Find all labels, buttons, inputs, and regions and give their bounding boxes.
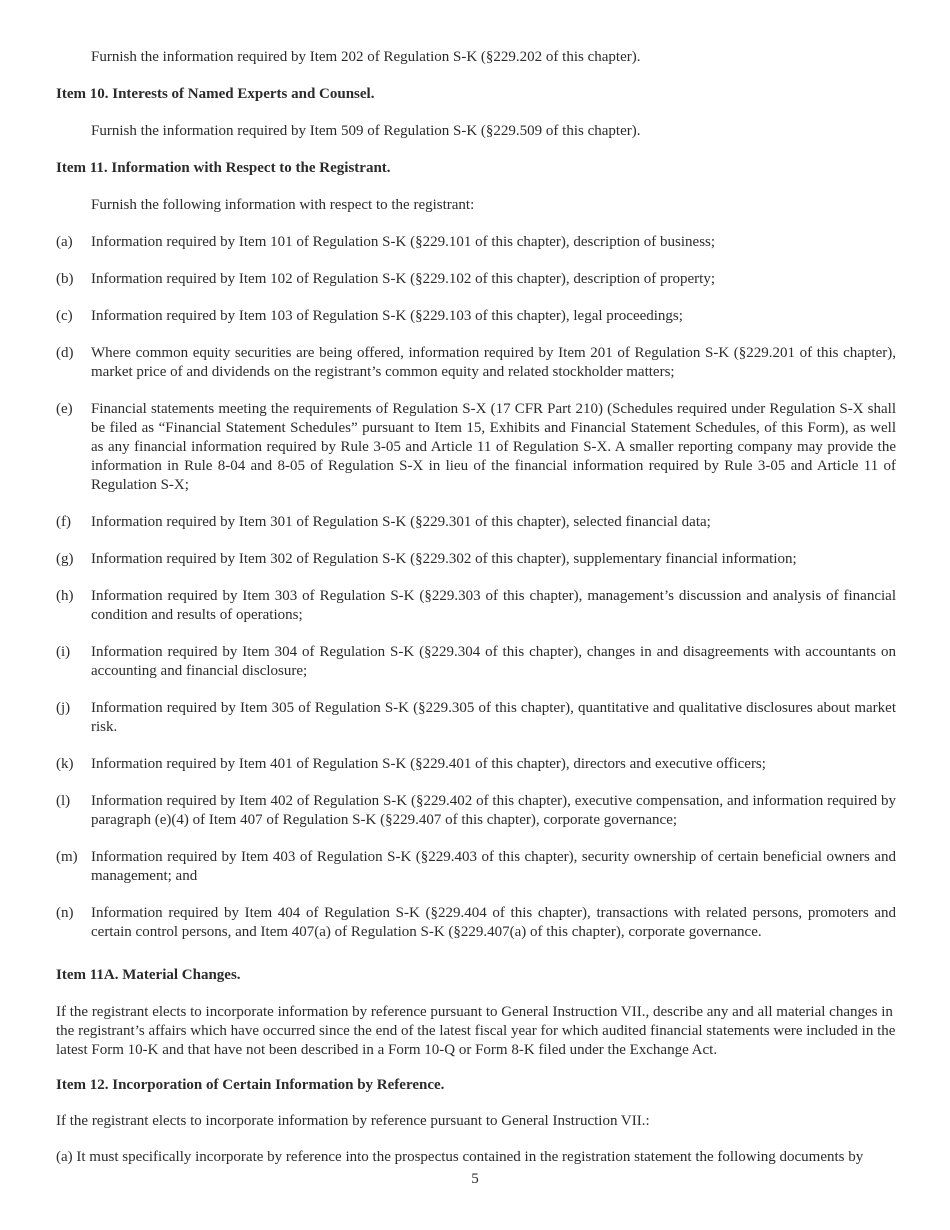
item12-text: If the registrant elects to incorporate information by reference pursuant to General Instruction VII.: xyxy=(56,1113,650,1129)
list-item-text: Information required by Item 103 of Regulation S-K (§229.103 of this chapter), legal proceedings; xyxy=(91,308,683,324)
item11-heading: Item 11. Information with Respect to the Registrant. xyxy=(56,160,391,176)
list-item xyxy=(56,643,896,681)
item11a-heading: Item 11A. Material Changes. xyxy=(56,967,241,983)
list-item-label: (j) xyxy=(56,700,71,716)
list-item-label: (k) xyxy=(56,756,74,772)
list-item-text: Information required by Item 401 of Regulation S-K (§229.401 of this chapter), directors and executive officers; xyxy=(91,756,766,772)
list-item-label: (a) xyxy=(56,234,73,250)
list-item-text: Information required by Item 301 of Regulation S-K (§229.301 of this chapter), selected financial data; xyxy=(91,514,711,530)
list-item xyxy=(56,699,896,737)
list-item xyxy=(56,755,896,774)
list-item-text: Information required by Item 303 of Regulation S-K (§229.303 of this chapter), management’s discussion and analysis of financial condition and results of operations; xyxy=(91,588,896,623)
document-page xyxy=(56,48,896,1167)
list-item xyxy=(56,233,896,252)
item12-subitem-a: (a) It must specifically incorporate by reference into the prospectus contained in the registration statement the following documents by xyxy=(56,1149,864,1165)
list-item-label: (l) xyxy=(56,793,71,809)
list-item-label: (b) xyxy=(56,271,74,287)
item10-text: Furnish the information required by Item 509 of Regulation S-K (§229.509 of this chapter). xyxy=(91,123,641,139)
list-item xyxy=(56,400,896,495)
list-item-text: Information required by Item 101 of Regulation S-K (§229.101 of this chapter), description of business; xyxy=(91,234,716,250)
list-item-text: Where common equity securities are being offered, information required by Item 201 of Regulation S-K (§229.201 of this chapter), market price of and dividends on the registrant’s common equity and related stockholder matters; xyxy=(91,345,896,380)
item11-intro: Furnish the following information with respect to the registrant: xyxy=(91,197,475,213)
list-item-label: (e) xyxy=(56,401,73,417)
list-item xyxy=(56,848,896,886)
list-item-label: (c) xyxy=(56,308,73,324)
list-item xyxy=(56,344,896,382)
list-item-label: (i) xyxy=(56,644,71,660)
list-item xyxy=(56,270,896,289)
list-item-text: Information required by Item 304 of Regulation S-K (§229.304 of this chapter), changes in and disagreements with accountants on accounting and financial disclosure; xyxy=(91,644,896,679)
list-item-text: Information required by Item 305 of Regulation S-K (§229.305 of this chapter), quantitative and qualitative disclosures about market risk. xyxy=(91,700,896,735)
list-item-text: Information required by Item 403 of Regulation S-K (§229.403 of this chapter), security ownership of certain beneficial owners and management; and xyxy=(91,849,896,884)
list-item xyxy=(56,550,896,569)
list-item xyxy=(56,904,896,942)
list-item-label: (g) xyxy=(56,551,74,567)
list-item xyxy=(56,513,896,532)
list-item-label: (m) xyxy=(56,849,78,865)
item10-heading: Item 10. Interests of Named Experts and Counsel. xyxy=(56,86,375,102)
list-item-label: (h) xyxy=(56,588,74,604)
list-item-text: Information required by Item 404 of Regulation S-K (§229.404 of this chapter), transactions with related persons, promoters and certain control persons, and Item 407(a) of Regulation S-K (§229.407(a) of this chapter), corporate governance. xyxy=(91,905,896,940)
item11a-text: If the registrant elects to incorporate information by reference pursuant to General Instruction VII., describe any and all material changes in the registrant’s affairs which have occurred since the end of the latest fiscal year for which audited financial statements were included in the latest Form 10-K and that have not been described in a Form 10-Q or Form 8-K filed under the Exchange Act. xyxy=(56,1004,896,1058)
page-number: 5 xyxy=(471,1171,479,1187)
list-item-label: (n) xyxy=(56,905,74,921)
list-item xyxy=(56,307,896,326)
item11-list xyxy=(56,233,896,942)
list-item-label: (f) xyxy=(56,514,71,530)
list-item-text: Financial statements meeting the requirements of Regulation S-X (17 CFR Part 210) (Schedules required under Regulation S-X shall be filed as “Financial Statement Schedules” pursuant to Item 15, Exhibits and Financial Statement Schedules, of this Form), as well as any financial information required by Rule 3-05 and Article 11 of Regulation S-X. A smaller reporting company may provide the information in Rule 8-04 and 8-05 of Regulation S-X in lieu of the financial information required by Rule 3-05 and Article 11 of Regulation S-X; xyxy=(91,401,896,493)
list-item xyxy=(56,587,896,625)
list-item-text: Information required by Item 402 of Regulation S-K (§229.402 of this chapter), executive compensation, and information required by paragraph (e)(4) of Item 407 of Regulation S-K (§229.407 of this chapter), corporate governance; xyxy=(91,793,896,828)
item12-heading: Item 12. Incorporation of Certain Information by Reference. xyxy=(56,1077,445,1093)
list-item-text: Information required by Item 102 of Regulation S-K (§229.102 of this chapter), description of property; xyxy=(91,271,716,287)
item9-text: Furnish the information required by Item 202 of Regulation S-K (§229.202 of this chapter). xyxy=(91,49,641,65)
list-item-text: Information required by Item 302 of Regulation S-K (§229.302 of this chapter), supplementary financial information; xyxy=(91,551,797,567)
list-item xyxy=(56,792,896,830)
list-item-label: (d) xyxy=(56,345,74,361)
